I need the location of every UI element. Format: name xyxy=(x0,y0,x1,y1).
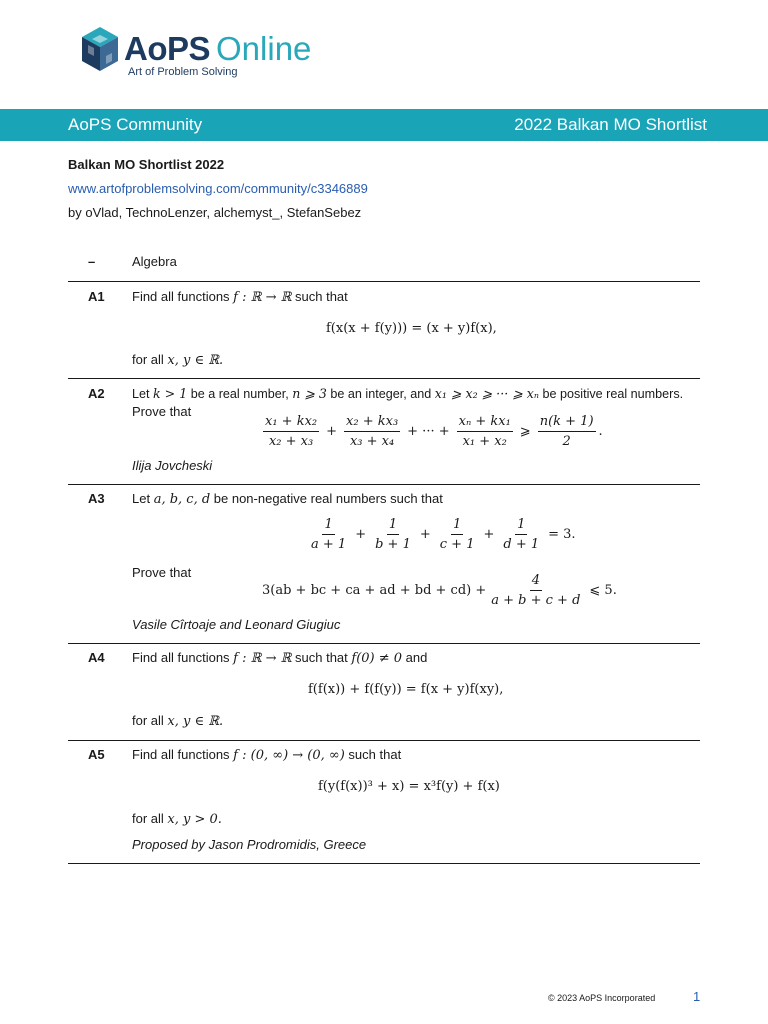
page-number: 1 xyxy=(693,989,701,1004)
divider xyxy=(68,281,700,282)
problem-label: A2 xyxy=(88,386,105,401)
fraction: $\frac{1}{a + 1}$ xyxy=(311,517,347,552)
header-community: AoPS Community xyxy=(68,115,203,134)
problem-statement: Find all functions f : ℝ → ℝ such that f(0) ≠ 0 and xyxy=(132,650,428,666)
inequality: $\frac{\text{x₁ + kx₂}}{\text{x₂ + x₃}}$ + $\frac{\text{x₂ + kx₃}}{\text{x₃ + x₄}}$ + ··· + $\frac{\text{xₙ + kx₁}}{\text{x₁ + x₂}}$ ⩾ $\frac{n(k + 1)}{2}$ . xyxy=(265,414,603,449)
problem-label: A5 xyxy=(88,747,105,762)
document-title: Balkan MO Shortlist 2022 xyxy=(68,157,225,172)
problem-label: A1 xyxy=(88,289,105,304)
inequality: 3(ab + bc + ca + ad + bd + cd) + $\frac{4}{a + b + c + d}$ ⩽ 5. xyxy=(262,573,617,608)
logo-brand: AoPS xyxy=(124,30,211,67)
fraction: $\frac{1}{c + 1}$ xyxy=(439,517,475,552)
logo-product: Online xyxy=(216,30,312,67)
problem-condition: for all x, y ∈ ℝ. xyxy=(132,713,224,729)
document-info xyxy=(68,154,708,226)
fraction: $\frac{1}{b + 1}$ xyxy=(375,517,411,552)
fraction: $\frac{1}{d + 1}$ xyxy=(503,517,540,552)
fraction: $\frac{n(k + 1)}{2}$ xyxy=(539,414,594,449)
footer-copyright: © 2023 AoPS Incorporated xyxy=(548,993,656,1003)
aops-online-logo xyxy=(80,25,340,81)
problem-author: Vasile Cîrtoaje and Leonard Giugiuc xyxy=(132,617,341,632)
divider xyxy=(68,863,700,864)
divider xyxy=(68,740,700,741)
problem-statement: Find all functions f : (0, ∞) → (0, ∞) such that xyxy=(132,747,402,763)
problem-statement: Find all functions f : ℝ → ℝ such that xyxy=(132,289,348,305)
prove-that: Prove that xyxy=(132,404,192,419)
fraction: $\frac{\text{xₙ + kx₁}}{\text{x₁ + x₂}}$ xyxy=(458,414,511,449)
community-link[interactable]: www.artofproblemsolving.com/community/c3346889 xyxy=(68,181,368,196)
problem-author: Proposed by Jason Prodromidis, Greece xyxy=(132,837,367,852)
problem-condition: for all x, y ∈ ℝ. xyxy=(132,352,224,368)
divider xyxy=(68,378,700,379)
problem-condition: for all x, y > 0. xyxy=(132,811,222,827)
divider xyxy=(68,643,700,644)
fraction: $\frac{4}{a + b + c + d}$ xyxy=(491,573,581,608)
cube-logo-icon xyxy=(80,25,120,73)
constraint-equation: $\frac{1}{a + 1}$ + $\frac{1}{b + 1}$ + $\frac{1}{c + 1}$ + $\frac{1}{d + 1}$ = 3. xyxy=(311,517,576,552)
equation: f(x(x + f(y))) = (x + y)f(x), xyxy=(326,321,497,336)
section-marker: – xyxy=(88,254,96,269)
problem-statement: Let k > 1 be a real number, n ⩾ 3 be an integer, and x₁ ⩾ x₂ ⩾ ··· ⩾ xₙ be positive real numbers. xyxy=(132,386,684,401)
problem-author: Ilija Jovcheski xyxy=(132,458,213,473)
equation: f(f(x)) + f(f(y)) = f(x + y)f(xy), xyxy=(308,682,504,697)
divider xyxy=(68,484,700,485)
header-bar xyxy=(0,109,768,141)
fraction: $\frac{\text{x₂ + kx₃}}{\text{x₃ + x₄}}$ xyxy=(346,414,399,449)
problem-label: A4 xyxy=(88,650,105,665)
prove-that: Prove that xyxy=(132,565,192,580)
logo-tagline: Art of Problem Solving xyxy=(128,66,238,78)
authors-line: by oVlad, TechnoLenzer, alchemyst_, StefanSebez xyxy=(68,205,362,220)
header-contest-title: 2022 Balkan MO Shortlist xyxy=(514,115,707,134)
logo-wordmark xyxy=(124,29,311,69)
fraction: $\frac{\text{x₁ + kx₂}}{\text{x₂ + x₃}}$ xyxy=(265,414,318,449)
problem-label: A3 xyxy=(88,491,105,506)
problem-statement: Let a, b, c, d be non-negative real numbers such that xyxy=(132,491,443,507)
equation: f(y(f(x))³ + x) = x³f(y) + f(x) xyxy=(318,779,500,794)
section-title: Algebra xyxy=(132,254,177,269)
